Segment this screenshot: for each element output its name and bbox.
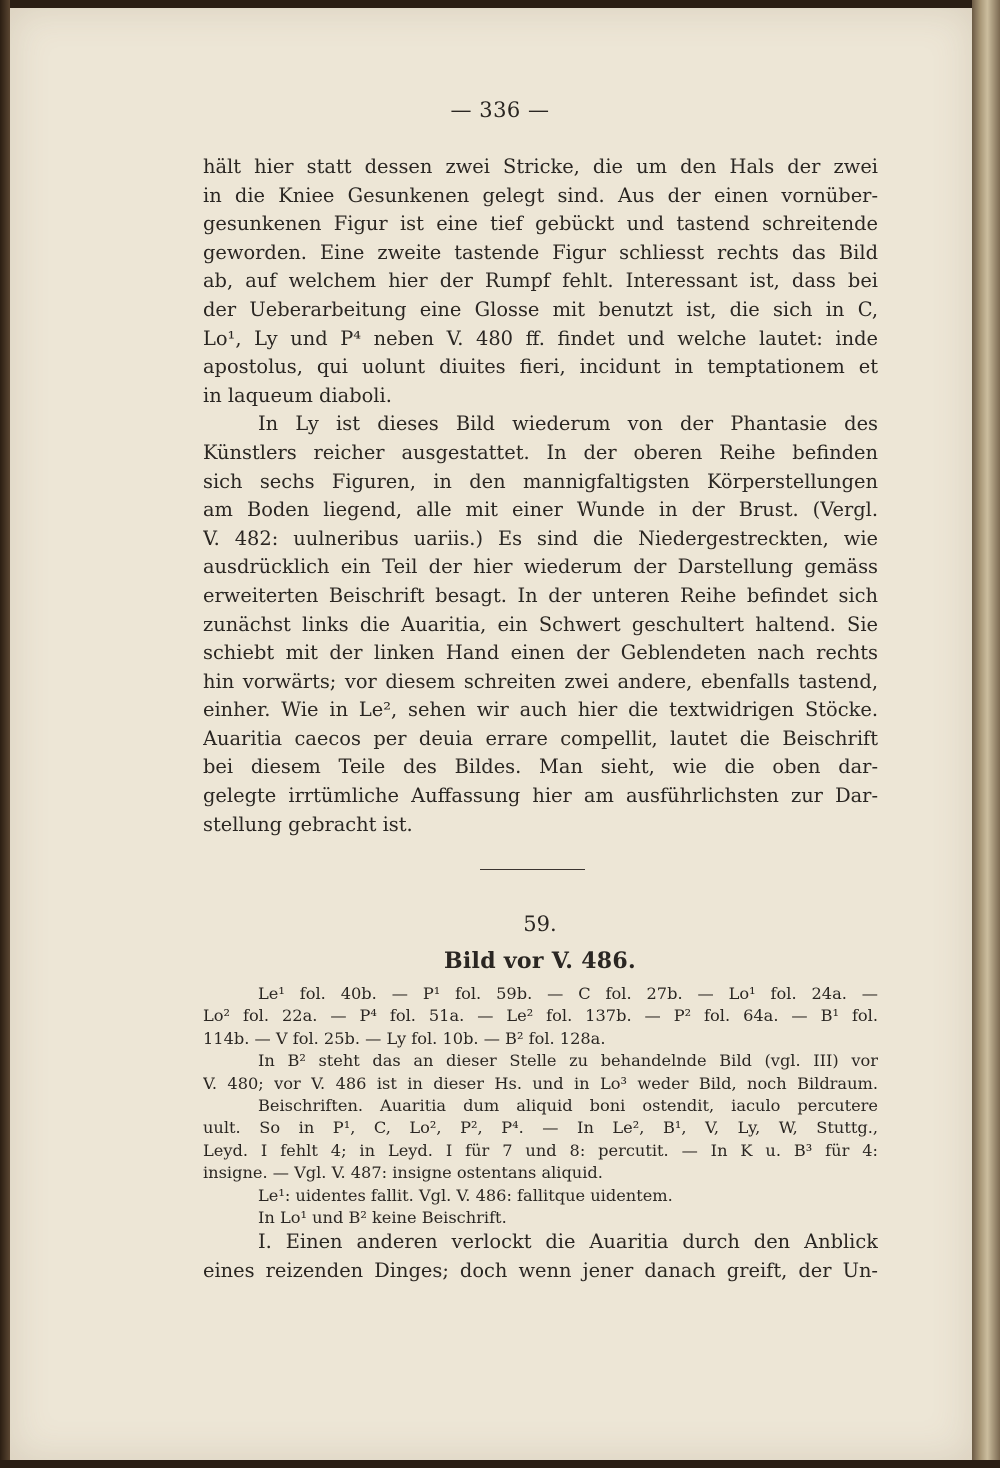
text-line: ab, auf welchem hier der Rumpf fehlt. Interessant ist, dass bei	[203, 269, 878, 293]
text-line: geworden. Eine zweite tastende Figur schliesst rechts das Bild	[203, 240, 878, 264]
note-line: In B² steht das an dieser Stelle zu behandelnde Bild (vgl. III) vor	[258, 1051, 878, 1071]
note-line: Lo² fol. 22a. — P⁴ fol. 51a. — Le² fol. 137b. — P² fol. 64a. — B¹ fol.	[203, 1006, 878, 1026]
text-line: in laqueum diaboli.	[203, 383, 392, 407]
text-line: ausdrücklich ein Teil der hier wiederum der Darstellung gemäss	[203, 555, 878, 579]
text-line: erweiterten Beischrift besagt. In der unteren Reihe befindet sich	[203, 583, 878, 607]
note-line: Le¹: uidentes fallit. Vgl. V. 486: fallitque uidentem.	[258, 1185, 673, 1205]
text-line: hin vorwärts; vor diesem schreiten zwei andere, ebenfalls tastend,	[203, 669, 878, 693]
note-line: Leyd. I fehlt 4; in Leyd. I für 7 und 8: percutit. — In K u. B³ für 4:	[203, 1140, 878, 1160]
text-line: hält hier statt dessen zwei Stricke, die um den Hals der zwei	[203, 155, 878, 178]
page-number: — 336 —	[450, 98, 550, 122]
text-line: Lo¹, Ly und P⁴ neben V. 480 ff. findet und welche lautet: inde	[203, 326, 878, 350]
note-line: uult. So in P¹, C, Lo², P², P⁴. — In Le², B¹, V, Ly, W, Stuttg.,	[203, 1118, 878, 1138]
note-line: In Lo¹ und B² keine Beischrift.	[258, 1207, 507, 1227]
text-line: der Ueberarbeitung eine Glosse mit benutzt ist, die sich in C,	[203, 297, 878, 321]
page-bottom-edge	[0, 1460, 1000, 1468]
text-line: einher. Wie in Le², sehen wir auch hier die textwidrigen Stöcke.	[203, 698, 878, 722]
text-line: gelegte irrtümliche Auffassung hier am ausführlichsten zur Dar-	[203, 784, 878, 808]
section-divider	[480, 869, 585, 870]
text-line: in die Kniee Gesunkenen gelegt sind. Aus der einen vornüber-	[203, 183, 878, 207]
text-line: apostolus, qui uolunt diuites fieri, incidunt in temptationem et	[203, 355, 878, 379]
book-left-edge	[0, 0, 10, 1468]
text-line: zunächst links die Auaritia, ein Schwert geschultert haltend. Sie	[203, 612, 878, 636]
text-line: stellung gebracht ist.	[203, 812, 413, 836]
note-line: Le¹ fol. 40b. — P¹ fol. 59b. — C fol. 27b. — Lo¹ fol. 24a. —	[258, 984, 878, 1003]
note-line: Beischriften. Auaritia dum aliquid boni ostendit, iaculo percutere	[258, 1095, 878, 1115]
text-line: sich sechs Figuren, in den mannigfaltigsten Körperstellungen	[203, 469, 878, 493]
text-line: V. 482: uulneribus uariis.) Es sind die Niedergestreckten, wie	[203, 526, 878, 550]
text-line: eines reizenden Dinges; doch wenn jener danach greift, der Un-	[203, 1258, 878, 1282]
section-title: Bild vor V. 486.	[444, 948, 636, 974]
note-line: V. 480; vor V. 486 ist in dieser Hs. und in Lo³ weder Bild, noch Bildraum.	[203, 1073, 878, 1093]
text-line: am Boden liegend, alle mit einer Wunde in der Brust. (Vergl.	[203, 498, 878, 522]
text-line: In Ly ist dieses Bild wiederum von der Phantasie des	[258, 412, 878, 436]
note-line: insigne. — Vgl. V. 487: insigne ostentans aliquid.	[203, 1163, 603, 1183]
section-number: 59.	[523, 912, 557, 936]
text-line: I. Einen anderen verlockt die Auaritia durch den Anblick	[258, 1230, 878, 1253]
text-line: Auaritia caecos per deuia errare compellit, lautet die Beischrift	[203, 726, 878, 750]
text-line: bei diesem Teile des Bildes. Man sieht, wie die oben dar-	[203, 755, 878, 779]
text-line: Künstlers reicher ausgestattet. In der oberen Reihe befinden	[203, 440, 878, 464]
apparatus-notes	[203, 983, 878, 1229]
text-line: schiebt mit der linken Hand einen der Geblendeten nach rechts	[203, 641, 878, 665]
note-line: 114b. — V fol. 25b. — Ly fol. 10b. — B² fol. 128a.	[203, 1028, 606, 1048]
book-spine	[972, 0, 1000, 1468]
main-paragraphs	[203, 153, 878, 839]
page-top-edge	[0, 0, 1000, 8]
text-line: gesunkenen Figur ist eine tief gebückt und tastend schreitende	[203, 212, 878, 236]
closing-paragraph	[203, 1228, 878, 1285]
